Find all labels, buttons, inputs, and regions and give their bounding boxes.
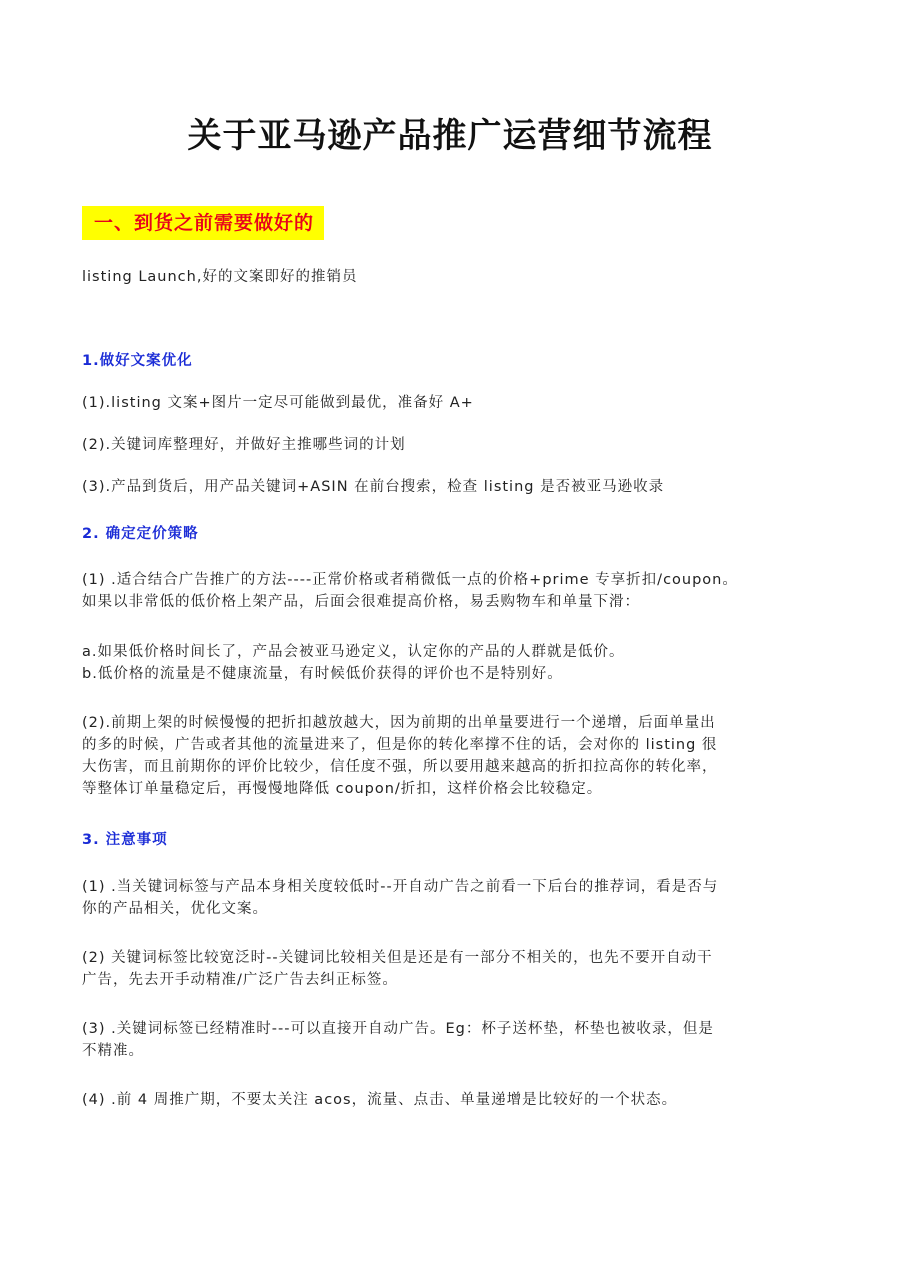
section-heading-highlight: 一、到货之前需要做好的 <box>82 206 324 240</box>
subheading-pricing-strategy: 2. 确定定价策略 <box>82 526 199 542</box>
section-intro: listing Launch,好的文案即好的推销员 <box>82 269 358 285</box>
paragraph-line: a.如果低价格时间长了，产品会被亚马逊定义，认定你的产品的人群就是低价。 <box>82 644 625 660</box>
paragraph-pricing-3 <box>82 712 818 800</box>
paragraph-line: 广告，先去开手动精准/广泛广告去纠正标签。 <box>82 972 398 988</box>
paragraph-line: 大伤害，而且前期你的评价比较少，信任度不强，所以要用越来越高的折扣拉高你的转化率， <box>82 759 718 775</box>
note-3 <box>82 1018 818 1062</box>
paragraph-line: (2).前期上架的时候慢慢的把折扣越放越大，因为前期的出单量要进行一个递增，后面单量出 <box>82 715 716 731</box>
note-4: (4) .前 4 周推广期，不要太关注 acos，流量、点击、单量递增是比较好的一个状态。 <box>82 1092 678 1108</box>
note-2 <box>82 947 818 991</box>
list-item: (2).关键词库整理好，并做好主推哪些词的计划 <box>82 437 406 453</box>
paragraph-pricing-2 <box>82 641 818 685</box>
paragraph-line: 等整体订单量稳定后，再慢慢地降低 coupon/折扣，这样价格会比较稳定。 <box>82 781 603 797</box>
paragraph-line: (2) 关键词标签比较宽泛时--关键词比较相关但是还是有一部分不相关的，也先不要开自动干 <box>82 950 713 966</box>
list-item: (3).产品到货后，用产品关键词+ASIN 在前台搜索，检查 listing 是否被亚马逊收录 <box>82 479 665 495</box>
paragraph-line: (1) .当关键词标签与产品本身相关度较低时--开自动广告之前看一下后台的推荐词，看是否与 <box>82 879 719 895</box>
paragraph-line: 的多的时候，广告或者其他的流量进来了，但是你的转化率撑不住的话，会对你的 listing 很 <box>82 737 718 753</box>
paragraph-pricing-1 <box>82 569 818 613</box>
list-item: (1).listing 文案+图片一定尽可能做到最优，准备好 A+ <box>82 395 474 411</box>
subheading-notes: 3. 注意事项 <box>82 832 168 848</box>
paragraph-line: b.低价格的流量是不健康流量，有时候低价获得的评价也不是特别好。 <box>82 666 563 682</box>
paragraph-line: (3) .关键词标签已经精准时---可以直接开自动广告。Eg：杯子送杯垫，杯垫也被收录，但是 <box>82 1021 714 1037</box>
paragraph-line: 不精准。 <box>82 1043 144 1059</box>
subheading-copy-optimization: 1.做好文案优化 <box>82 353 193 369</box>
note-1 <box>82 876 818 920</box>
paragraph-line: 如果以非常低的低价格上架产品，后面会很难提高价格，易丢购物车和单量下滑： <box>82 594 640 610</box>
document-title: 关于亚马逊产品推广运营细节流程 <box>187 116 713 156</box>
paragraph-line: 你的产品相关，优化文案。 <box>82 901 268 917</box>
paragraph-line: (1) .适合结合广告推广的方法----正常价格或者稍微低一点的价格+prime 专享折扣/coupon。 <box>82 572 738 588</box>
